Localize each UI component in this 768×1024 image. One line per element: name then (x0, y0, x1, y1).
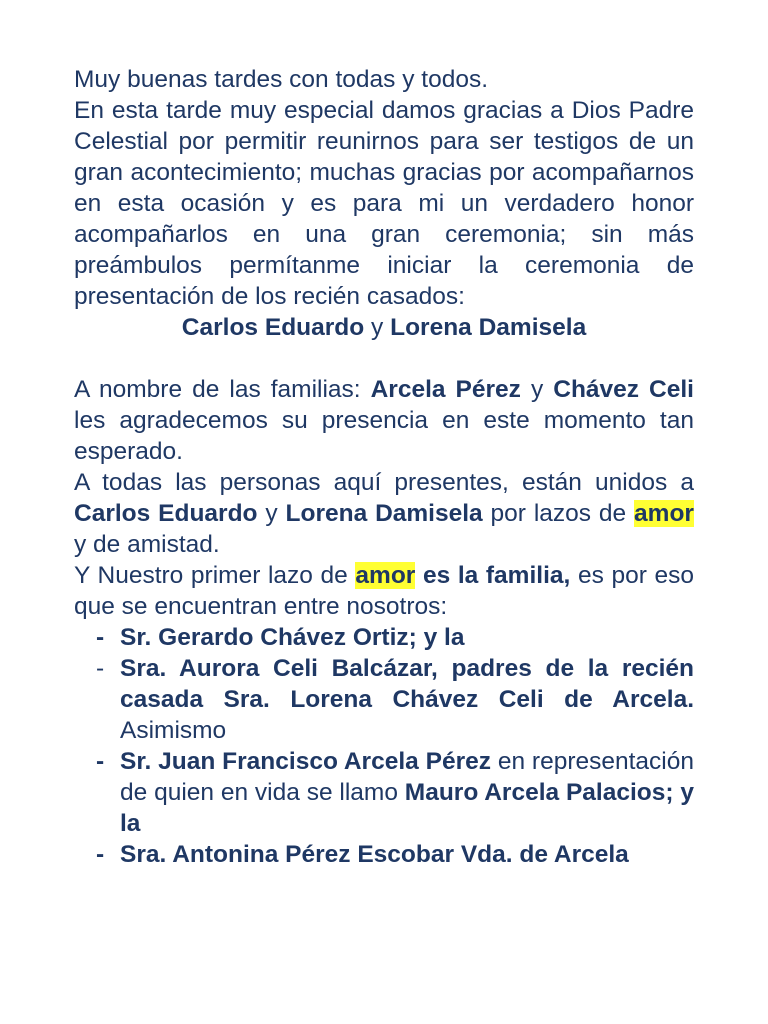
family-list (74, 622, 694, 870)
all-present-prefix: A todas las personas aquí presentes, están unidos a (74, 469, 694, 496)
list-item-bold: Sr. Gerardo Chávez Ortiz; y la (120, 624, 465, 651)
dash-bullet: - (96, 748, 105, 775)
highlight-amor-2: amor (355, 562, 416, 589)
list-item-bold: Sra. Aurora Celi Balcázar, padres de la recién casada Sra. Lorena Chávez Celi de Arcela. (120, 655, 694, 713)
highlight-amor-1: amor (634, 500, 694, 527)
first-bond-suffix: es por eso que se encuentran entre nosotros: (74, 562, 694, 620)
all-present-paragraph (74, 467, 694, 560)
all-present-middle: por lazos de (482, 500, 635, 527)
family-name-1: Arcela Pérez (370, 376, 521, 403)
intro-paragraph: En esta tarde muy especial damos gracias a Dios Padre Celestial por permitir reunirnos para ser testigos de un gran acontecimiento; muchas gracias por acompañarnos en esta ocasión y es para mi un verdadero honor acompañarlos en una gran ceremonia; sin más preámbulos permítanme iniciar la ceremonia de presentación de los recién casados: (74, 97, 694, 310)
list-item-bold: Sra. Antonina Pérez Escobar Vda. de Arcela (120, 841, 629, 868)
greeting-paragraph: Muy buenas tardes con todas y todos. (74, 66, 489, 93)
list-item (74, 622, 694, 653)
list-item (74, 653, 694, 746)
all-present-bride: Lorena Damisela (285, 500, 483, 527)
all-present-groom: Carlos Eduardo (74, 500, 258, 527)
list-item-text: Asimismo (120, 717, 227, 744)
couple-connector: y (364, 314, 391, 341)
families-connector: y (520, 376, 554, 403)
couple-names (74, 312, 694, 343)
all-present-connector: y (257, 500, 286, 527)
list-item-text: en representación de quien en vida se llamo (120, 748, 694, 806)
families-paragraph (74, 374, 694, 467)
families-prefix: A nombre de las familias: (74, 376, 371, 403)
first-bond-paragraph (74, 560, 694, 622)
first-bond-bold: es la familia, (415, 562, 571, 589)
all-present-suffix: y de amistad. (74, 531, 220, 558)
families-suffix: les agradecemos su presencia en este momento tan esperado. (74, 407, 694, 465)
list-item-bold-2: Mauro Arcela Palacios; y la (120, 779, 694, 837)
bride-name: Lorena Damisela (390, 314, 587, 341)
dash-bullet: - (96, 841, 105, 868)
first-bond-prefix: Y Nuestro primer lazo de (74, 562, 356, 589)
list-item (74, 746, 694, 839)
dash-bullet: - (96, 655, 105, 682)
family-name-2: Chávez Celi (553, 376, 694, 403)
blank-line (74, 343, 694, 374)
dash-bullet: - (96, 624, 105, 651)
list-item-bold: Sr. Juan Francisco Arcela Pérez (120, 748, 491, 775)
list-item (74, 839, 694, 870)
document-page (74, 64, 694, 870)
groom-name: Carlos Eduardo (181, 314, 365, 341)
